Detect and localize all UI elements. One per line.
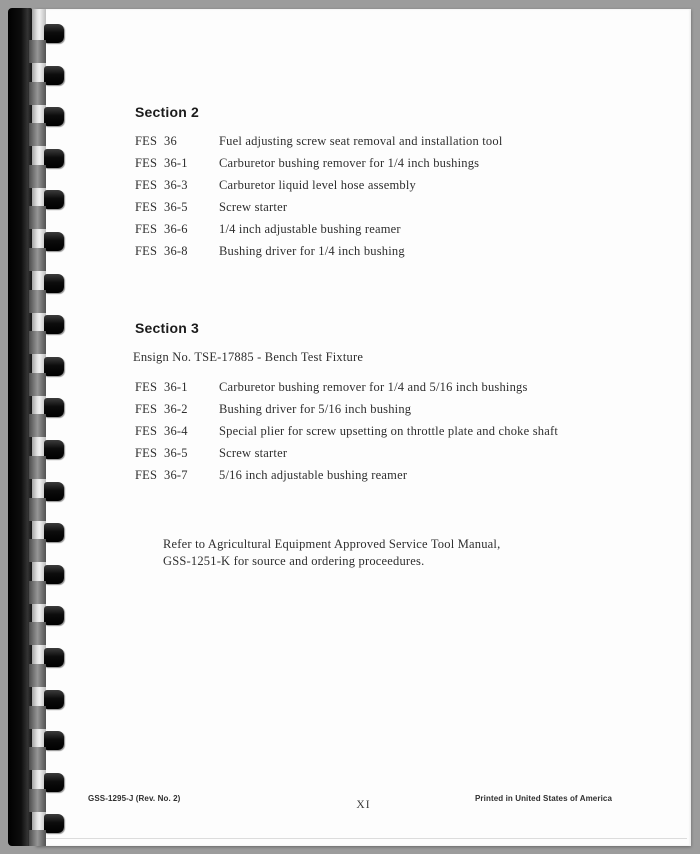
tool-prefix: FES <box>135 200 158 214</box>
tool-prefix: FES <box>135 380 158 394</box>
tool-description: 1/4 inch adjustable bushing reamer <box>219 222 401 236</box>
tool-code: 36-5 <box>164 446 188 460</box>
tool-prefix: FES <box>135 178 158 192</box>
binding-tooth <box>44 773 64 792</box>
tool-description: Carburetor liquid level hose assembly <box>219 178 416 192</box>
tool-row <box>135 398 558 420</box>
binding-tooth <box>44 731 64 750</box>
tool-code: 36-8 <box>164 244 188 258</box>
tool-row <box>135 464 558 486</box>
binding-tooth <box>44 482 64 501</box>
tool-code: 36-6 <box>164 222 188 236</box>
section-2-heading: Section 2 <box>135 104 200 120</box>
tool-code: 36-7 <box>164 468 188 482</box>
tool-prefix: FES <box>135 134 158 148</box>
tool-row <box>135 420 558 442</box>
binding-tooth <box>44 565 64 584</box>
tool-prefix: FES <box>135 424 158 438</box>
section-3-tool-list <box>135 376 558 486</box>
tool-code: 36-2 <box>164 402 188 416</box>
binding-tooth <box>44 315 64 334</box>
section-3-subtitle: Ensign No. TSE-17885 - Bench Test Fixture <box>133 350 364 364</box>
binding-tooth <box>44 648 64 667</box>
tool-row <box>135 174 503 196</box>
tool-prefix: FES <box>135 156 158 170</box>
footer-printed-in: Printed in United States of America <box>474 794 612 803</box>
reference-note-line2: GSS-1251-K for source and ordering proceedures. <box>163 554 425 568</box>
tool-code: 36-1 <box>164 156 188 170</box>
tool-row <box>135 218 503 240</box>
tool-row <box>135 196 503 218</box>
binding-tooth <box>44 398 64 417</box>
tool-description: Bushing driver for 1/4 inch bushing <box>219 244 405 258</box>
tool-description: Fuel adjusting screw seat removal and installation tool <box>219 134 503 148</box>
tool-prefix: FES <box>135 222 158 236</box>
footer-page-number: XI <box>356 799 371 811</box>
binding-tooth <box>44 690 64 709</box>
binding-tooth <box>44 66 64 85</box>
tool-prefix: FES <box>135 446 158 460</box>
tool-description: Carburetor bushing remover for 1/4 inch bushings <box>219 156 480 170</box>
binding-tooth <box>44 523 64 542</box>
binding-tooth <box>44 606 64 625</box>
tool-description: Special plier for screw upsetting on throttle plate and choke shaft <box>219 424 558 438</box>
binding-tooth <box>44 440 64 459</box>
tool-code: 36-5 <box>164 200 188 214</box>
reference-note <box>163 536 500 570</box>
section-3-heading: Section 3 <box>135 320 200 336</box>
comb-binding <box>0 0 72 846</box>
binding-tooth <box>44 357 64 376</box>
binding-tooth <box>44 232 64 251</box>
tool-row <box>135 152 503 174</box>
tool-code: 36-4 <box>164 424 188 438</box>
tool-row <box>135 376 558 398</box>
tool-row <box>135 442 558 464</box>
tool-prefix: FES <box>135 468 158 482</box>
tool-description: Bushing driver for 5/16 inch bushing <box>219 402 412 416</box>
tool-code: 36-3 <box>164 178 188 192</box>
tool-code: 36-1 <box>164 380 188 394</box>
binding-tooth <box>44 274 64 293</box>
tool-description: Screw starter <box>219 200 288 214</box>
tool-description: 5/16 inch adjustable bushing reamer <box>219 468 408 482</box>
tool-description: Carburetor bushing remover for 1/4 and 5/16 inch bushings <box>219 380 528 394</box>
binding-tooth <box>44 149 64 168</box>
footer-form-number: GSS-1295-J (Rev. No. 2) <box>88 794 181 803</box>
tool-prefix: FES <box>135 244 158 258</box>
section-2-tool-list <box>135 130 503 262</box>
binding-tooth <box>44 814 64 833</box>
binding-tooth <box>44 190 64 209</box>
tool-row <box>135 130 503 152</box>
reference-note-line1: Refer to Agricultural Equipment Approved Service Tool Manual, <box>163 537 501 551</box>
tool-row <box>135 240 503 262</box>
binding-tooth <box>44 24 64 43</box>
tool-prefix: FES <box>135 402 158 416</box>
tool-description: Screw starter <box>219 446 288 460</box>
tool-code: 36 <box>164 134 177 148</box>
paper-sheet <box>36 9 691 846</box>
binding-tooth <box>44 107 64 126</box>
